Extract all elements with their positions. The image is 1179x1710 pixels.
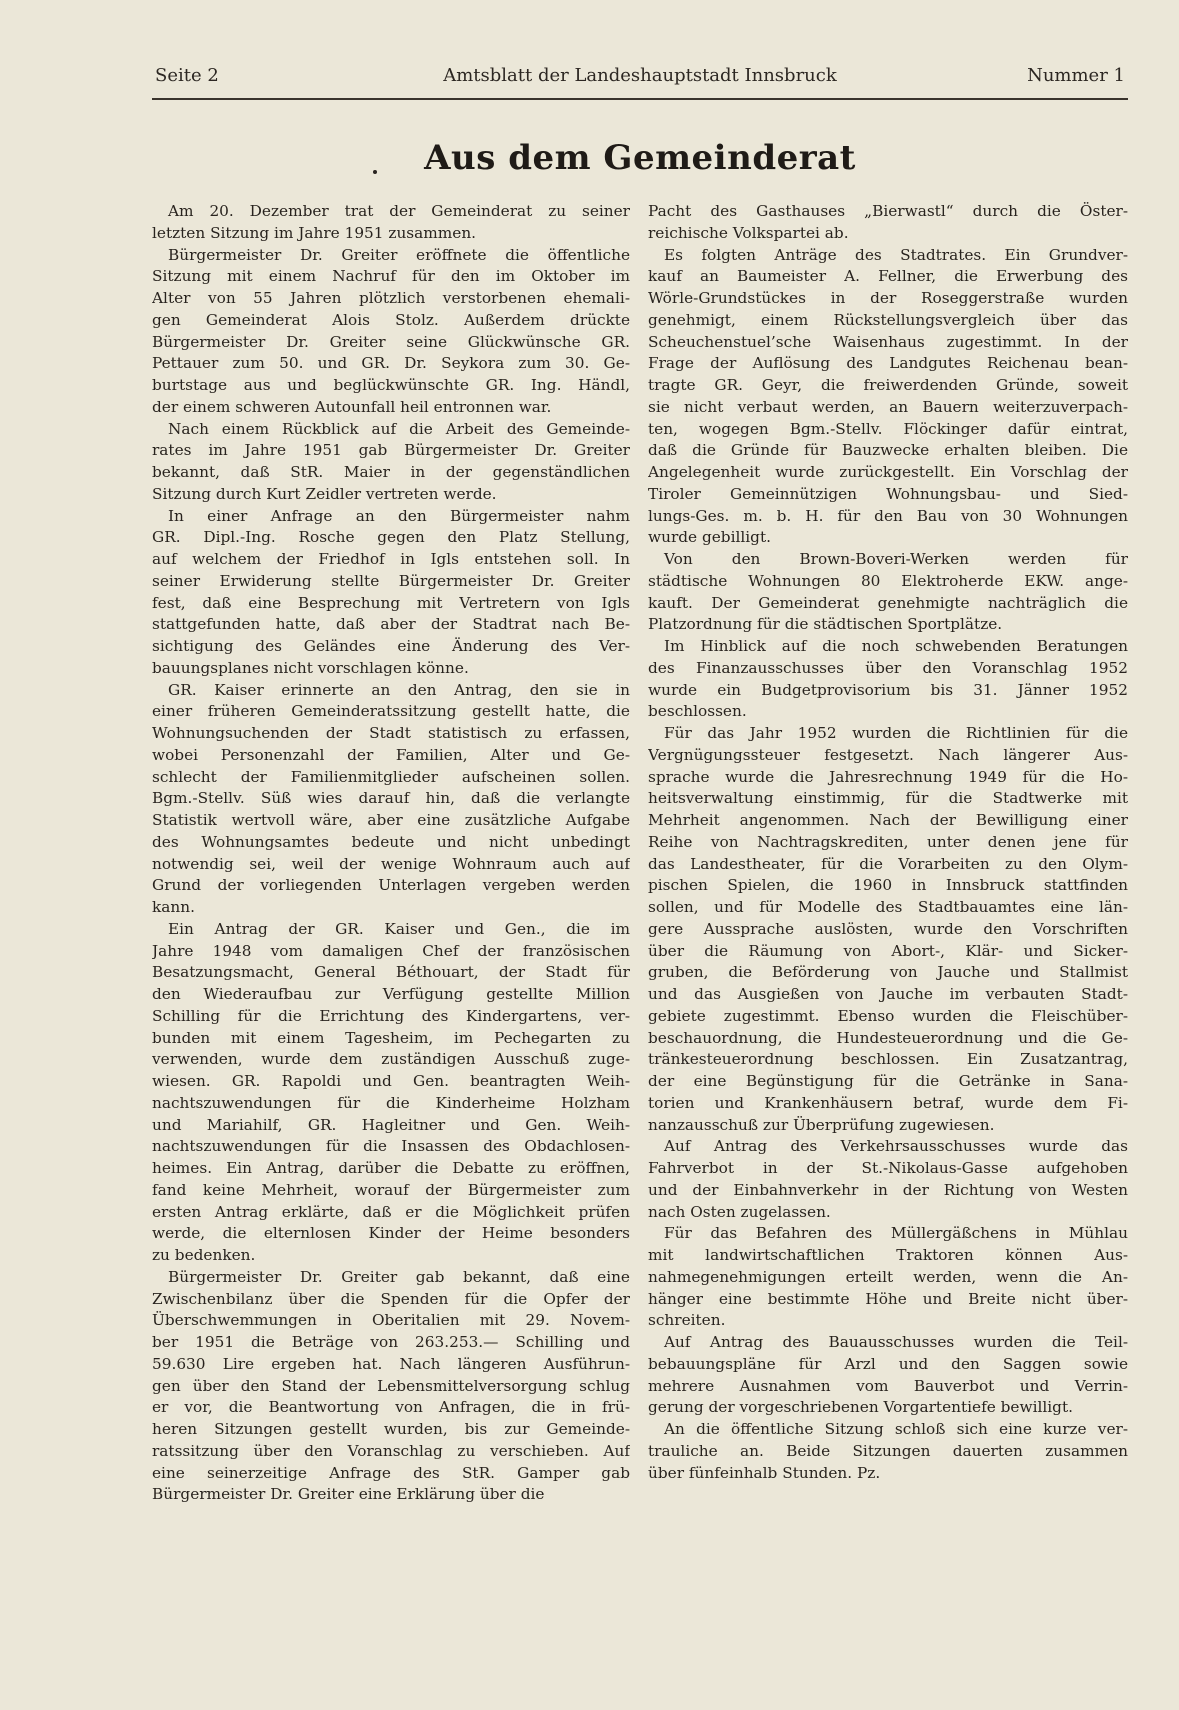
text-line: heitsverwaltung einstimmig, für die Stadtwerke mit (648, 789, 1128, 808)
text-line: seiner Erwiderung stellte Bürgermeister Dr. Greiter (152, 571, 630, 590)
text-line: Angelegenheit wurde zurückgestellt. Ein Vorschlag der (648, 463, 1128, 481)
text-line: kann. (152, 898, 195, 916)
text-line: lungs-Ges. m. b. H. für den Bau von 30 Wohnungen (648, 506, 1128, 525)
text-line: bauungsplanes nicht vorschlagen könne. (152, 658, 469, 677)
text-line: Fahrverbot in der St.-Nikolaus-Gasse aufgehoben (648, 1159, 1128, 1177)
text-line: eine seinerzeitige Anfrage des StR. Gamper gab (152, 1463, 630, 1482)
text-line: rates im Jahre 1951 gab Bürgermeister Dr. Greiter (152, 441, 630, 460)
print-speck (373, 170, 377, 174)
text-line: des Finanzausschusses über den Voranschlag 1952 (648, 658, 1128, 677)
text-line: tragte GR. Geyr, die freiwerdenden Gründe, soweit (648, 376, 1128, 394)
text-line: gruben, die Beförderung von Jauche und Stallmist (648, 963, 1128, 982)
text-line: über fünfeinhalb Stunden. Pz. (648, 1463, 881, 1482)
text-line: städtische Wohnungen 80 Elektroherde EKW. ange- (648, 571, 1128, 590)
text-line: der einem schweren Autounfall heil entronnen war. (152, 397, 552, 416)
text-line: wiesen. GR. Rapoldi und Gen. beantragten Weih- (152, 1072, 630, 1090)
text-line: Schilling für die Errichtung des Kindergartens, ver- (152, 1006, 630, 1025)
text-line: GR. Kaiser erinnerte an den Antrag, den sie in (168, 680, 630, 699)
text-line: letzten Sitzung im Jahre 1951 zusammen. (152, 223, 477, 242)
text-line: ersten Antrag erklärte, daß er die Möglichkeit prüfen (152, 1202, 630, 1221)
text-line: Wörle-Grundstückes in der Roseggerstraße wurden (648, 289, 1128, 307)
text-line: nachtszuwendungen für die Insassen des Obdachlosen- (152, 1137, 630, 1156)
text-line: Auf Antrag des Bauausschusses wurden die Teil- (664, 1333, 1128, 1351)
text-line: des Wohnungsamtes bedeute und nicht unbedingt (152, 832, 630, 851)
publication-title: Amtsblatt der Landeshauptstadt Innsbruck (443, 65, 837, 86)
text-line: An die öffentliche Sitzung schloß sich eine kurze ver- (664, 1420, 1128, 1438)
text-line: beschauordnung, die Hundesteuerordnung und die Ge- (648, 1028, 1128, 1047)
text-line: gen über den Stand der Lebensmittelversorgung schlug (152, 1376, 630, 1395)
text-line: werde, die elternlosen Kinder der Heime besonders (152, 1224, 630, 1243)
text-line: Tiroler Gemeinnützigen Wohnungsbau- und Sied- (648, 484, 1128, 503)
text-line: ber 1951 die Beträge von 263.253.— Schilling und (152, 1333, 630, 1351)
text-line: Überschwemmungen in Oberitalien mit 29. Novem- (152, 1311, 630, 1330)
text-line: und der Einbahnverkehr in der Richtung von Westen (648, 1180, 1128, 1199)
text-line: kauf an Baumeister A. Fellner, die Erwerbung des (648, 267, 1128, 286)
text-line: stattgefunden hatte, daß aber der Stadtrat nach Be- (152, 615, 630, 634)
text-line: einer früheren Gemeinderatssitzung gestellt hatte, die (152, 702, 630, 721)
text-line: burtstage aus und beglückwünschte GR. Ing. Händl, (152, 376, 630, 394)
text-line: zu bedenken. (152, 1246, 256, 1264)
text-line: verwenden, wurde dem zuständigen Ausschuß zuge- (152, 1050, 630, 1069)
issue-number: Nummer 1 (1027, 65, 1125, 86)
text-line: 59.630 Lire ergeben hat. Nach längeren Ausführun- (152, 1354, 630, 1373)
text-line: tränkesteuerordnung beschlossen. Ein Zusatzantrag, (648, 1050, 1128, 1069)
text-line: Auf Antrag des Verkehrsausschusses wurde das (664, 1137, 1128, 1156)
text-line: Im Hinblick auf die noch schwebenden Beratungen (664, 637, 1128, 655)
text-line: nahmegenehmigungen erteilt werden, wenn die An- (648, 1267, 1128, 1286)
text-line: schlecht der Familienmitglieder aufscheinen sollen. (152, 767, 630, 786)
text-line: Jahre 1948 vom damaligen Chef der französischen (152, 941, 630, 960)
text-line: gerung der vorgeschriebenen Vorgartentiefe bewilligt. (648, 1398, 1073, 1417)
text-line: Es folgten Anträge des Stadtrates. Ein Grundver- (664, 245, 1128, 264)
text-line: heren Sitzungen gestellt wurden, bis zur Gemeinde- (152, 1420, 630, 1438)
text-line: notwendig sei, weil der wenige Wohnraum auch auf (152, 854, 630, 873)
text-line: Scheuchenstuel’sche Waisenhaus zugestimmt. In der (648, 332, 1128, 351)
text-line: Am 20. Dezember trat der Gemeinderat zu seiner (168, 202, 630, 220)
text-line: fand keine Mehrheit, worauf der Bürgermeister zum (152, 1180, 630, 1199)
text-line: Für das Jahr 1952 wurden die Richtlinien für die (664, 724, 1128, 742)
text-line: Nach einem Rückblick auf die Arbeit des Gemeinde- (168, 419, 630, 438)
text-line: Statistik wertvoll wäre, aber eine zusätzliche Aufgabe (152, 811, 630, 829)
text-line: und das Ausgießen von Jauche im verbauten Stadt- (648, 985, 1128, 1003)
text-line: wurde ein Budgetprovisorium bis 31. Jänner 1952 (648, 680, 1128, 699)
text-line: sollen, und für Modelle des Stadtbauamtes eine län- (648, 898, 1128, 916)
text-line: bekannt, daß StR. Maier in der gegenständlichen (152, 463, 630, 481)
text-line: Bürgermeister Dr. Greiter seine Glückwünsche GR. (152, 332, 630, 351)
text-line: schreiten. (648, 1311, 726, 1330)
text-line: nanzausschuß zur Überprüfung zugewiesen. (648, 1115, 995, 1134)
text-line: heimes. Ein Antrag, darüber die Debatte zu eröffnen, (152, 1159, 630, 1177)
text-line: Sitzung durch Kurt Zeidler vertreten werde. (152, 484, 497, 503)
text-line: auf welchem der Friedhof in Igls entstehen soll. In (152, 550, 630, 568)
text-line: Alter von 55 Jahren plötzlich verstorbenen ehemali- (152, 289, 630, 307)
text-line: und Mariahilf, GR. Hagleitner und Gen. Weih- (152, 1115, 630, 1134)
text-line: Frage der Auflösung des Landgutes Reichenau bean- (648, 354, 1128, 373)
text-line: Zwischenbilanz über die Spenden für die Opfer der (152, 1289, 630, 1308)
text-line: bunden mit einem Tagesheim, im Pechegarten zu (152, 1028, 630, 1047)
text-line: nach Osten zugelassen. (648, 1202, 831, 1221)
text-line: Ein Antrag der GR. Kaiser und Gen., die im (168, 919, 630, 938)
text-line: Bürgermeister Dr. Greiter gab bekannt, daß eine (168, 1267, 630, 1286)
article-column-left (152, 201, 630, 1506)
running-header (155, 64, 1125, 88)
text-line: nachtszuwendungen für die Kinderheime Holzham (152, 1093, 630, 1112)
text-line: Pettauer zum 50. und GR. Dr. Seykora zum 30. Ge- (152, 354, 630, 373)
text-line: kauft. Der Gemeinderat genehmigte nachträglich die (648, 593, 1128, 612)
text-line: Sitzung mit einem Nachruf für den im Oktober im (152, 267, 630, 286)
text-line: fest, daß eine Besprechung mit Vertretern von Igls (152, 593, 630, 612)
text-line: ten, wogegen Bgm.-Stellv. Flöckinger dafür eintrat, (648, 419, 1128, 438)
text-line: Mehrheit angenommen. Nach der Bewilligung einer (648, 811, 1128, 829)
text-line: das Landestheater, für die Vorarbeiten zu den Olym- (648, 854, 1128, 873)
text-line: sichtigung des Geländes eine Änderung des Ver- (152, 637, 630, 655)
text-line: mit landwirtschaftlichen Traktoren können Aus- (648, 1246, 1128, 1264)
text-line: gen Gemeinderat Alois Stolz. Außerdem drückte (152, 310, 630, 329)
text-line: In einer Anfrage an den Bürgermeister nahm (168, 506, 630, 525)
text-line: Von den Brown-Boveri-Werken werden für (664, 550, 1128, 568)
text-line: Reihe von Nachtragskrediten, unter denen jene für (648, 832, 1128, 851)
text-line: Grund der vorliegenden Unterlagen vergeben werden (152, 876, 630, 895)
text-line: sie nicht verbaut werden, an Bauern weiterzuverpach- (648, 397, 1128, 416)
text-line: trauliche an. Beide Sitzungen dauerten zusammen (648, 1441, 1128, 1460)
text-line: Für das Befahren des Müllergäßchens in Mühlau (664, 1224, 1128, 1243)
text-line: gere Aussprache auslösten, wurde den Vorschriften (648, 919, 1128, 938)
page-number: Seite 2 (155, 65, 219, 86)
text-line: gebiete zugestimmt. Ebenso wurden die Fleischüber- (648, 1006, 1128, 1025)
text-line: Wohnungsuchenden der Stadt statistisch zu erfassen, (152, 724, 630, 742)
text-line: Besatzungsmacht, General Béthouart, der Stadt für (152, 963, 630, 982)
article-title: Aus dem Gemeinderat (424, 138, 856, 178)
article-column-right (648, 201, 1128, 1484)
text-line: torien und Krankenhäusern betraf, wurde dem Fi- (648, 1093, 1128, 1112)
text-line: Bürgermeister Dr. Greiter eine Erklärung über die (152, 1485, 545, 1504)
text-line: daß die Gründe für Bauzwecke erhalten bleiben. Die (648, 441, 1128, 460)
text-line: er vor, die Beantwortung von Anfragen, die in frü- (152, 1398, 630, 1417)
text-line: ratssitzung über den Voranschlag zu verschieben. Auf (152, 1441, 630, 1460)
text-line: Pacht des Gasthauses „Bierwastl“ durch die Öster- (648, 202, 1128, 220)
text-line: Bürgermeister Dr. Greiter eröffnete die öffentliche (168, 245, 630, 264)
text-line: der eine Begünstigung für die Getränke in Sana- (648, 1072, 1128, 1090)
text-line: sprache wurde die Jahresrechnung 1949 für die Ho- (648, 767, 1128, 786)
text-line: Platzordnung für die städtischen Sportplätze. (648, 615, 1003, 634)
text-line: pischen Spielen, die 1960 in Innsbruck stattfinden (648, 876, 1128, 895)
text-line: bebauungspläne für Arzl und den Saggen sowie (648, 1354, 1128, 1373)
text-line: reichische Volkspartei ab. (648, 223, 849, 242)
text-line: wurde gebilligt. (648, 528, 771, 547)
text-line: über die Räumung von Abort-, Klär- und Sicker- (648, 941, 1128, 960)
text-line: Bgm.-Stellv. Süß wies darauf hin, daß die verlangte (152, 789, 630, 808)
text-line: Vergnügungssteuer festgesetzt. Nach längerer Aus- (648, 745, 1128, 764)
text-line: hänger eine bestimmte Höhe und Breite nicht über- (648, 1289, 1128, 1308)
header-rule (152, 98, 1128, 100)
text-line: GR. Dipl.-Ing. Rosche gegen den Platz Stellung, (152, 528, 630, 547)
text-line: mehrere Ausnahmen vom Bauverbot und Verrin- (648, 1376, 1128, 1395)
text-line: beschlossen. (648, 702, 747, 721)
text-line: genehmigt, einem Rückstellungsvergleich über das (648, 310, 1128, 329)
text-line: den Wiederaufbau zur Verfügung gestellte Million (152, 985, 630, 1003)
text-line: wobei Personenzahl der Familien, Alter und Ge- (152, 745, 630, 764)
